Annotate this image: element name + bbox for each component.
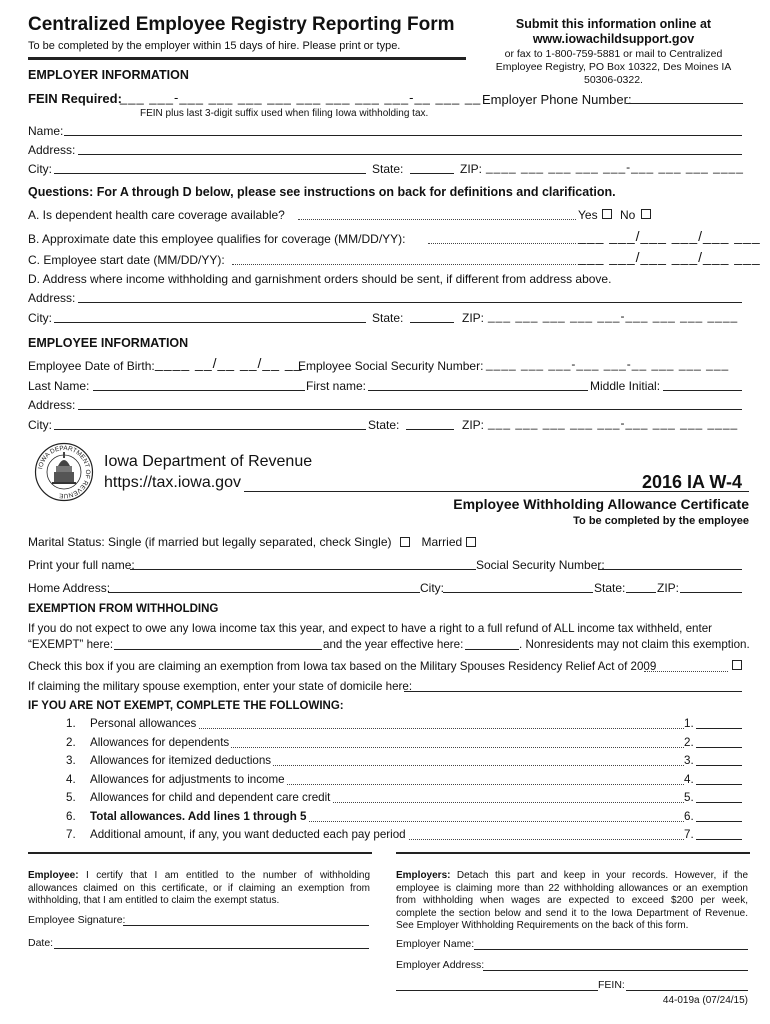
employer-address-field-w4[interactable] — [483, 959, 748, 971]
dob-label: Employee Date of Birth: — [28, 359, 155, 373]
w4-city-label: City: — [420, 581, 444, 595]
fein-field[interactable]: ___ ___-___ ___ ___ ___ ___ ___ ___ ___-__ ___ __ — [120, 90, 482, 105]
employer-city-field[interactable] — [54, 162, 366, 174]
home-address-label: Home Address: — [28, 581, 111, 595]
employee-cert-text: I certify that I am entitled to the number of withholding allowances claimed on this certificate, or if claiming an exemption from withholding, that I am entitled to claim the exempt status. — [28, 870, 370, 906]
allowance-line-label: Total allowances. Add lines 1 through 5 — [90, 809, 307, 823]
garnishment-state-field[interactable] — [410, 311, 454, 323]
married-checkbox[interactable] — [466, 537, 476, 547]
start-date-field[interactable]: ___ ___/___ ___/___ ___ — [578, 249, 761, 265]
submit-alternative: or fax to 1-800-759-5881 or mail to Centralized Employee Registry, PO Box 10322, Des Moines IA 50306-0322. — [495, 48, 732, 86]
employer-city-label: City: — [28, 162, 52, 176]
employer-zip-label: ZIP: — [460, 162, 483, 176]
allowance-line-label: Allowances for adjustments to income — [90, 772, 285, 786]
employer-fein-field-w4[interactable] — [626, 979, 748, 991]
employee-cert-bold: Employee: — [28, 870, 79, 881]
allowance-line-number: 2. — [66, 735, 76, 749]
dob-field[interactable]: ____ __/__ __/__ __ — [155, 355, 303, 371]
question-b: B. Approximate date this employee qualifies for coverage (MM/DD/YY): — [28, 232, 406, 246]
yes-checkbox[interactable] — [602, 209, 612, 219]
allowance-line-label: Allowances for itemized deductions — [90, 754, 272, 767]
employer-state-field[interactable] — [410, 162, 454, 174]
allowance-line-number: 1. — [66, 717, 76, 730]
certificate-subtitle: To be completed by the employee — [573, 515, 749, 527]
w4-state-label: State: — [594, 581, 626, 595]
employer-fein-label-w4: FEIN: — [598, 979, 625, 991]
military-spouse-checkbox[interactable] — [732, 660, 742, 670]
employee-state-label: State: — [368, 418, 400, 432]
exempt-field[interactable] — [114, 638, 322, 650]
exemption-text-nonresident: . Nonresidents may not claim this exemption. — [519, 638, 750, 651]
employee-address-field[interactable] — [78, 398, 742, 410]
employer-state-label: State: — [372, 162, 404, 176]
allowance-line-number: 6. — [66, 809, 76, 823]
employee-ssn-label: Employee Social Security Number: — [298, 359, 484, 373]
w4-zip-field[interactable] — [680, 581, 742, 593]
employer-address-field[interactable] — [78, 143, 742, 155]
allowance-line-label: Additional amount, if any, you want deducted each pay period — [90, 828, 406, 841]
employer-zip-field[interactable]: ____ ___ ___ ___ ___-___ ___ ___ ____ — [486, 160, 744, 174]
employer-phone-label: Employer Phone Number: — [482, 92, 632, 107]
employee-certification — [28, 870, 370, 908]
allowance-line-number: 7. — [66, 828, 76, 841]
employee-zip-field[interactable]: ___ ___ ___ ___ ___-___ ___ ___ ____ — [488, 416, 739, 430]
allowance-line-field[interactable] — [696, 773, 742, 785]
allowance-line-ref: 3. — [684, 754, 694, 767]
employee-info-heading: EMPLOYEE INFORMATION — [28, 336, 189, 350]
w4-city-field[interactable] — [443, 581, 593, 593]
military-check-leader — [644, 662, 728, 672]
fein-note: FEIN plus last 3-digit suffix used when filing Iowa withholding tax. — [140, 108, 429, 119]
employer-name-field[interactable] — [64, 124, 742, 136]
allowance-line-label: Allowances for child and dependent care credit — [90, 791, 331, 804]
employers-text: Detach this part and keep in your records. However, if the employee is claiming more than 22 withholding allowances or an exemption from withholding when wages are expected to exceed $200 per week, complete the section below and send it to the Iowa Department of Revenue. See Employer Withholding Requirements on the back of this form. — [396, 870, 749, 931]
full-name-label: Print your full name: — [28, 558, 135, 572]
allowance-line-ref: 4. — [684, 772, 694, 786]
allowance-line-field[interactable] — [696, 754, 742, 766]
employer-info-heading: EMPLOYER INFORMATION — [28, 68, 189, 82]
middle-initial-label: Middle Initial: — [590, 379, 661, 393]
exemption-text-line1: If you do not expect to owe any Iowa income tax this year, and expect to have a right to a full refund of ALL income tax withheld, enter — [28, 622, 713, 635]
w4-zip-label: ZIP: — [657, 581, 680, 595]
employer-name-label-w4: Employer Name: — [396, 938, 475, 950]
middle-initial-field[interactable] — [663, 379, 742, 391]
military-domicile-label: If claiming the military spouse exemption, enter your state of domicile here: — [28, 680, 413, 693]
employee-address-label: Address: — [28, 398, 76, 412]
employee-city-label: City: — [28, 418, 52, 432]
certificate-title: Employee Withholding Allowance Certificate — [453, 496, 749, 512]
fein-label: FEIN Required: — [28, 91, 122, 106]
allowance-line-field[interactable] — [696, 791, 742, 803]
garnishment-state-label: State: — [372, 311, 404, 325]
last-name-field[interactable] — [93, 379, 305, 391]
employee-city-field[interactable] — [54, 418, 366, 430]
exempt-year-field[interactable] — [465, 638, 519, 650]
marital-status — [28, 535, 476, 549]
allowance-line-number: 5. — [66, 791, 76, 804]
garnishment-address-label: Address: — [28, 291, 76, 305]
allowance-line-ref: 5. — [684, 791, 694, 804]
submit-heading: Submit this information online at — [515, 17, 712, 31]
seal-text: IOWA DEPARTMENT OF REVENUE — [37, 444, 92, 500]
allowance-line-field[interactable] — [696, 828, 742, 840]
allowance-line-ref: 1. — [684, 717, 694, 730]
coverage-date-field[interactable]: ___ ___/___ ___/___ ___ — [578, 228, 761, 244]
employer-phone-field[interactable] — [626, 92, 743, 104]
allowance-line-ref: 7. — [684, 828, 694, 841]
first-name-label: First name: — [306, 379, 367, 393]
questions-heading: Questions: For A through D below, please see instructions on back for definitions and clarification. — [28, 185, 616, 199]
registry-subtitle: To be completed by the employer within 15 days of hire. Please print or type. — [28, 40, 401, 52]
employer-name-field-w4[interactable] — [474, 938, 748, 950]
employee-date-field[interactable] — [54, 937, 369, 949]
department-url[interactable]: https://tax.iowa.gov — [104, 474, 241, 491]
question-a: A. Is dependent health care coverage available? — [28, 208, 285, 222]
form-title: 2016 IA W-4 — [642, 472, 743, 492]
not-exempt-heading: IF YOU ARE NOT EXEMPT, COMPLETE THE FOLLOWING: — [28, 700, 344, 712]
no-checkbox[interactable] — [641, 209, 651, 219]
allowance-line-number: 4. — [66, 772, 76, 786]
employee-ssn-field[interactable]: ____ ___ ___-___ ___-__ ___ ___ ___ — [486, 357, 730, 371]
employers-bold: Employers: — [396, 870, 451, 881]
question-a-yes-label: Yes — [578, 208, 598, 222]
employee-signature-field[interactable] — [123, 914, 369, 926]
employer-name-label: Name: — [28, 124, 64, 138]
military-domicile-field[interactable] — [404, 680, 742, 692]
garnishment-city-field[interactable] — [54, 311, 366, 323]
allowance-line-field[interactable] — [696, 736, 742, 748]
employee-date-label: Date: — [28, 937, 54, 949]
home-address-field[interactable] — [108, 581, 420, 593]
garnishment-zip-field[interactable]: ___ ___ ___ ___ ___-___ ___ ___ ____ — [488, 309, 739, 323]
question-c: C. Employee start date (MM/DD/YY): — [28, 253, 225, 267]
w4-ssn-label: Social Security Number: — [476, 558, 605, 572]
exemption-heading: EXEMPTION FROM WITHHOLDING — [28, 603, 219, 615]
exemption-text-exempt: “EXEMPT” here: — [28, 638, 114, 651]
military-check-label: Check this box if you are claiming an exemption from Iowa tax based on the Military Spouses Residency Relief Act of 2009 — [28, 660, 657, 673]
full-name-field[interactable] — [130, 558, 476, 570]
employer-address-field-2-w4[interactable] — [396, 979, 598, 991]
employee-signature-label: Employee Signature: — [28, 914, 126, 926]
question-a-leader — [298, 210, 576, 220]
question-b-leader — [428, 234, 576, 244]
form-number: 44-019a (07/24/15) — [662, 995, 748, 1006]
employer-rule — [396, 852, 750, 854]
allowance-line-field[interactable] — [696, 810, 742, 822]
department-name: Iowa Department of Revenue — [104, 453, 313, 470]
registry-title: Centralized Employee Registry Reporting Form — [28, 14, 455, 35]
single-checkbox[interactable] — [400, 537, 410, 547]
employee-zip-label: ZIP: — [462, 418, 485, 432]
garnishment-zip-label: ZIP: — [462, 311, 485, 325]
allowance-line-ref: 2. — [684, 735, 694, 749]
garnishment-city-label: City: — [28, 311, 52, 325]
question-d: D. Address where income withholding and garnishment orders should be sent, if different from address above. — [28, 272, 612, 286]
employer-address-label-w4: Employer Address: — [396, 959, 485, 971]
question-a-no-label: No — [620, 208, 636, 222]
submit-url[interactable]: www.iowachildsupport.gov — [532, 32, 695, 46]
w4-ssn-field[interactable] — [598, 558, 742, 570]
married-label: Married — [421, 535, 463, 549]
allowance-line-label: Personal allowances — [90, 717, 197, 730]
exemption-text-year: and the year effective here: — [323, 638, 464, 651]
employer-address-label: Address: — [28, 143, 76, 157]
garnishment-address-field[interactable] — [78, 291, 742, 303]
employee-state-field[interactable] — [406, 418, 454, 430]
question-c-leader — [232, 255, 576, 265]
employee-rule — [28, 852, 372, 854]
allowance-line-label: Allowances for dependents — [90, 735, 230, 749]
first-name-field[interactable] — [368, 379, 588, 391]
iowa-revenue-seal-icon — [34, 442, 94, 502]
employers-instructions — [396, 870, 748, 933]
allowance-line-ref: 6. — [684, 809, 694, 823]
header-rule — [28, 57, 466, 60]
w4-state-field[interactable] — [626, 581, 656, 593]
marital-status-label: Marital Status: Single (if married but legally separated, check Single) — [28, 535, 392, 549]
allowance-line-field[interactable] — [696, 717, 742, 729]
allowance-line-number: 3. — [66, 754, 76, 767]
last-name-label: Last Name: — [28, 379, 90, 393]
